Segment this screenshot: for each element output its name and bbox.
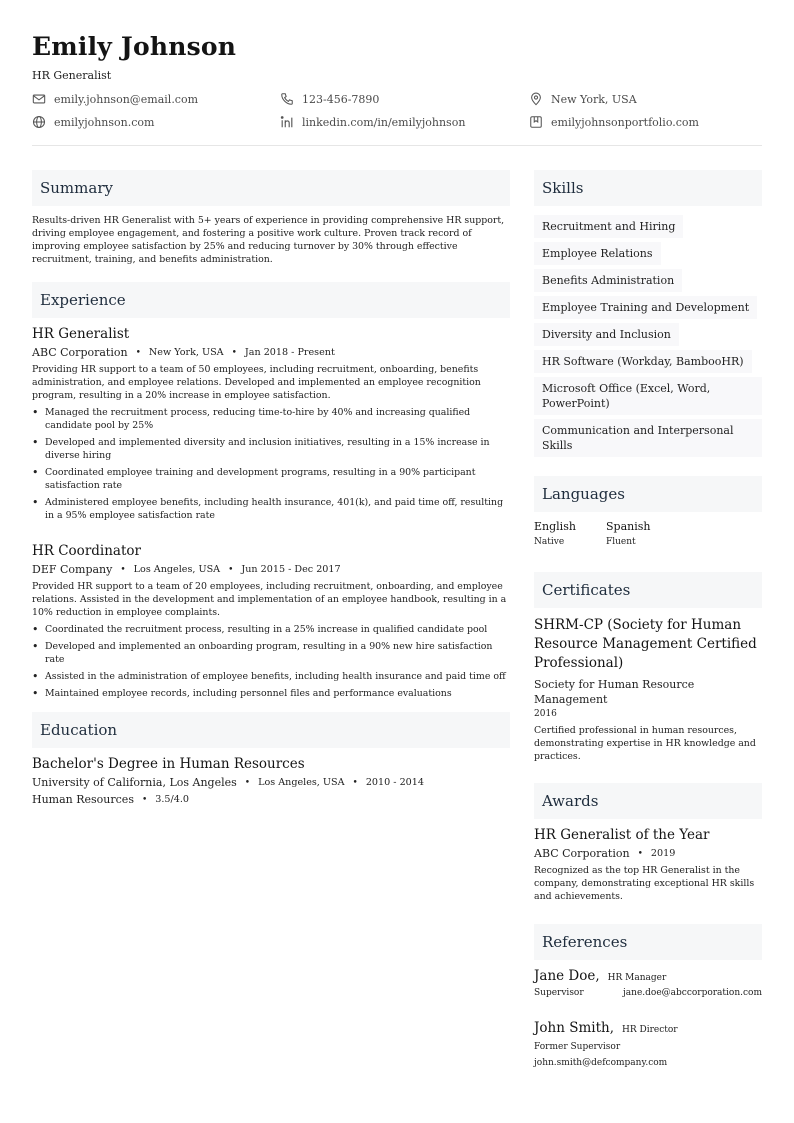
degree-title: Bachelor's Degree in Human Resources <box>32 756 305 772</box>
skill-tag: Benefits Administration <box>534 269 682 292</box>
reference-name: Jane Doe, <box>534 968 600 984</box>
summary-heading: Summary <box>32 170 510 206</box>
skill-tag: Diversity and Inclusion <box>534 323 679 346</box>
certificate-entry <box>534 616 762 763</box>
job-title: HR Coordinator <box>32 543 141 559</box>
certificate-issuer: Society for Human Resource Management <box>534 678 695 706</box>
job-meta <box>32 346 510 359</box>
language-name: English <box>534 520 576 533</box>
education-meta <box>32 776 510 789</box>
bullet-item: • Developed and implemented diversity and inclusion initiatives, resulting in a 15% increase in diverse hiring <box>32 436 510 462</box>
certificate-title: SHRM-CP (Society for Human Resource Management Certified Professional) <box>534 617 757 671</box>
education-field-meta <box>32 793 510 806</box>
reference-relation: Supervisor <box>534 988 584 998</box>
certificate-year: 2016 <box>534 709 557 719</box>
contact-email[interactable] <box>32 92 198 106</box>
bullet-item: • Coordinated the recruitment process, resulting in a 25% increase in qualified candidate pool <box>32 623 510 636</box>
experience-heading: Experience <box>32 282 510 318</box>
contact-phone[interactable] <box>280 92 379 106</box>
award-entry <box>534 827 762 903</box>
job-company: DEF Company <box>32 563 113 576</box>
bullet-item: • Managed the recruitment process, reducing time-to-hire by 40% and increasing qualified candidate pool by 25% <box>32 406 510 432</box>
awards-heading: Awards <box>534 783 762 819</box>
website-text: emilyjohnson.com <box>54 115 155 129</box>
job-title: HR Generalist <box>32 326 130 342</box>
job-description: Providing HR support to a team of 50 employees, including recruitment, onboarding, benefits administration, and employee relations. Developed and implemented an employee recognition program, resulting in a 20% increase in employee satisfaction. <box>32 364 481 401</box>
phone-text: 123-456-7890 <box>302 92 380 106</box>
award-meta <box>534 847 762 860</box>
job-company: ABC Corporation <box>32 346 128 359</box>
reference-details <box>534 988 762 998</box>
references-heading: References <box>534 924 762 960</box>
language-level: Native <box>534 537 565 547</box>
bullet-item: • Maintained employee records, including personnel files and performance evaluations <box>32 687 510 700</box>
contact-website[interactable] <box>32 115 154 129</box>
education-dates: 2010 - 2014 <box>365 777 424 788</box>
contact-portfolio[interactable] <box>529 115 699 129</box>
languages-heading: Languages <box>534 476 762 512</box>
skill-tag: Employee Relations <box>534 242 661 265</box>
separator-dot: • <box>120 564 126 575</box>
award-title: HR Generalist of the Year <box>534 827 710 843</box>
portfolio-text: emilyjohnsonportfolio.com <box>551 115 699 129</box>
reference-relation: Former Supervisor <box>534 1042 621 1052</box>
summary-text: Results-driven HR Generalist with 5+ years of experience in providing comprehensive HR support, driving employee engagement, and fostering a positive work culture. Proven track record of improving employee satisfaction by 25% and reducing turnover by 30% through effective recruitment, training, and benefits administration. <box>32 215 505 265</box>
job-bullets <box>32 406 510 522</box>
reference-header <box>534 1020 762 1036</box>
language-name: Spanish <box>606 520 651 533</box>
candidate-role: HR Generalist <box>32 69 112 82</box>
reference-email[interactable]: jane.doe@abccorporation.com <box>623 988 762 998</box>
bullet-item: • Developed and implemented an onboarding program, resulting in a 90% new hire satisfaction rate <box>32 640 510 666</box>
skill-tag: HR Software (Workday, BambooHR) <box>534 350 752 373</box>
job-meta <box>32 563 510 576</box>
bullet-item: • Administered employee benefits, including health insurance, 401(k), and paid time off, resulting in a 95% employee satisfaction rate <box>32 496 510 522</box>
job-entry <box>32 543 510 700</box>
separator-dot: • <box>228 564 234 575</box>
field-of-study: Human Resources <box>32 793 134 806</box>
job-entry <box>32 326 510 522</box>
location-text: New York, USA <box>551 92 637 106</box>
email-text: emily.johnson@email.com <box>54 92 199 106</box>
education-heading: Education <box>32 712 510 748</box>
job-description: Provided HR support to a team of 20 employees, including recruitment, onboarding, and employee relations. Assisted in the development and implementation of an employee handbook, resulting in a 10% reduction in employee complaints. <box>32 581 507 618</box>
reference-name: John Smith, <box>534 1020 614 1036</box>
portfolio-icon <box>529 115 543 129</box>
candidate-name: Emily Johnson <box>32 32 237 61</box>
skill-tag: Microsoft Office (Excel, Word, PowerPoint) <box>534 377 762 415</box>
certificates-heading: Certificates <box>534 572 762 608</box>
reference-email[interactable]: john.smith@defcompany.com <box>534 1058 668 1068</box>
job-bullets <box>32 623 510 700</box>
separator-dot: • <box>135 347 141 358</box>
skill-tag: Recruitment and Hiring <box>534 215 683 238</box>
skill-tag: Communication and Interpersonal Skills <box>534 419 762 457</box>
job-location: New York, USA <box>148 347 224 358</box>
bullet-item: • Assisted in the administration of employee benefits, including health insurance and paid time off <box>32 670 510 683</box>
gpa: 3.5/4.0 <box>155 794 190 805</box>
linkedin-icon <box>280 115 294 129</box>
globe-icon <box>32 115 46 129</box>
bullet-item: • Coordinated employee training and development programs, resulting in a 90% participant satisfaction rate <box>32 466 510 492</box>
education-entry <box>32 756 510 806</box>
school-location: Los Angeles, USA <box>258 777 345 788</box>
reference-position: HR Manager <box>607 973 667 983</box>
separator-dot: • <box>637 848 643 859</box>
certificate-description: Certified professional in human resources, demonstrating expertise in HR knowledge and practices. <box>534 725 756 762</box>
language-item <box>606 520 686 547</box>
reference-position: HR Director <box>622 1025 678 1035</box>
job-location: Los Angeles, USA <box>133 564 221 575</box>
contact-linkedin[interactable] <box>280 115 465 129</box>
award-description: Recognized as the top HR Generalist in the company, demonstrating exceptional HR skills and achievements. <box>534 865 755 902</box>
separator-dot: • <box>352 777 358 788</box>
award-year: 2019 <box>650 848 676 859</box>
reference-header <box>534 968 762 984</box>
award-issuer: ABC Corporation <box>534 847 630 860</box>
skill-tag: Employee Training and Development <box>534 296 757 319</box>
separator-dot: • <box>231 347 237 358</box>
location-pin-icon <box>529 92 543 106</box>
reference-entry <box>534 1020 762 1068</box>
skills-heading: Skills <box>534 170 762 206</box>
language-level: Fluent <box>606 537 636 547</box>
job-dates: Jan 2018 - Present <box>244 347 335 358</box>
separator-dot: • <box>244 777 251 788</box>
language-item <box>534 520 604 547</box>
phone-icon <box>280 92 294 106</box>
linkedin-text: linkedin.com/in/emilyjohnson <box>302 115 466 129</box>
school-name: University of California, Los Angeles <box>32 776 237 789</box>
contact-location <box>529 92 637 106</box>
separator-dot: • <box>141 794 148 805</box>
mail-icon <box>32 92 46 106</box>
header-divider <box>32 145 762 146</box>
reference-entry <box>534 968 762 998</box>
job-dates: Jun 2015 - Dec 2017 <box>241 564 341 575</box>
